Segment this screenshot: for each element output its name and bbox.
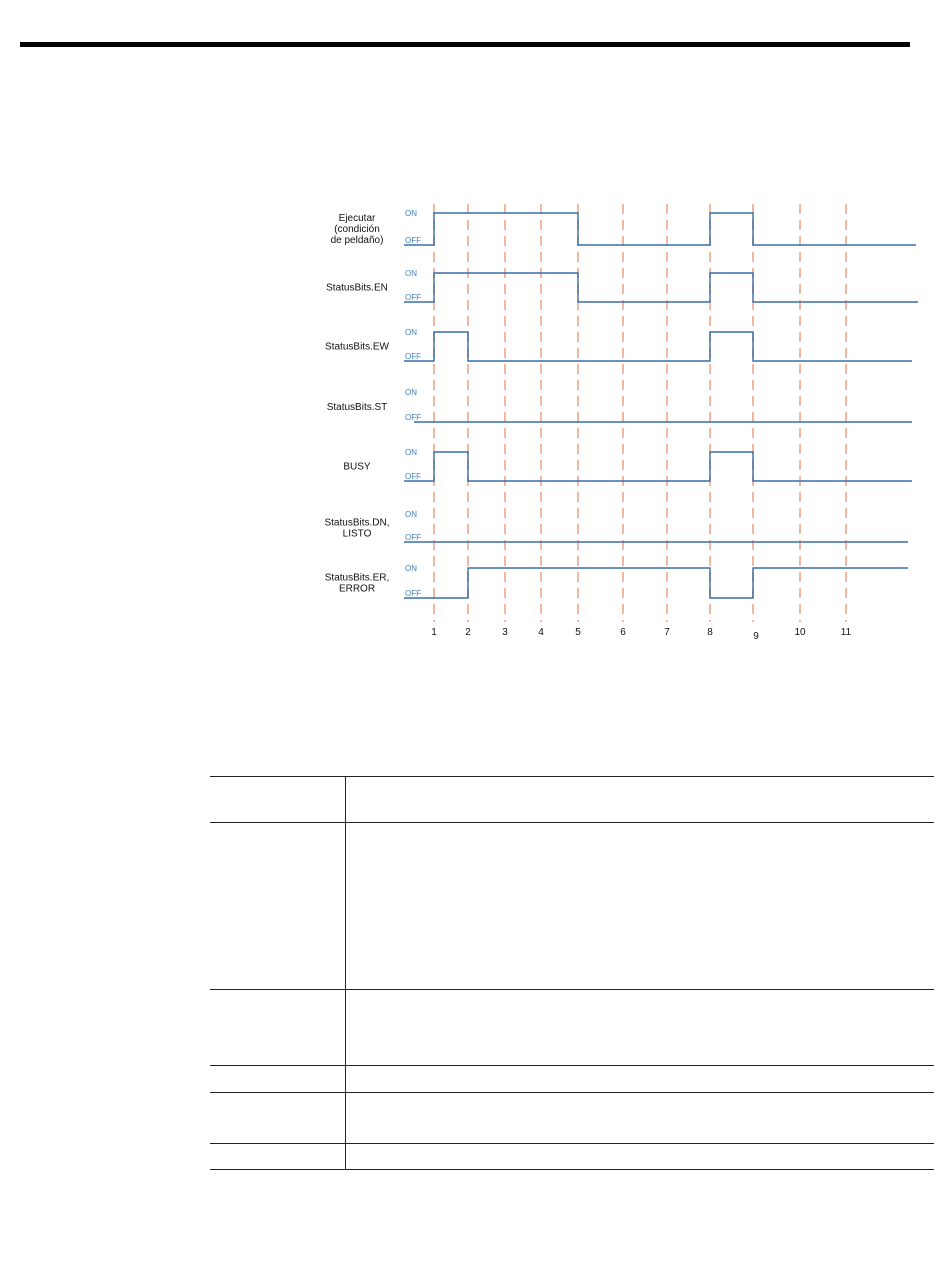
table-row [210,1093,934,1144]
off-state-label: OFF [405,413,421,422]
table-cell-description [346,1144,935,1170]
signal-waveform [404,213,916,245]
event-marker-label: 10 [794,627,806,638]
table-cell-term [210,823,346,990]
signal-waveform [404,568,908,598]
off-state-label: OFF [405,472,421,481]
event-marker-label: 5 [575,627,581,638]
table-row [210,823,934,990]
on-state-label: ON [405,510,417,519]
signal-label: Ejecutar (condición de peldaño) [330,213,384,246]
event-marker-label: 7 [664,627,670,638]
event-marker-label: 2 [465,627,471,638]
on-state-label: ON [405,388,417,397]
event-marker-label: 1 [431,627,437,638]
event-marker-label: 4 [538,627,544,638]
signal-waveform [404,332,912,361]
table-cell-term [210,990,346,1066]
table-row [210,1066,934,1093]
signal-waveform [404,452,912,481]
table-cell-description [346,823,935,990]
description-table [210,776,934,1170]
table-cell-description [346,1093,935,1144]
table-cell-description [346,777,935,823]
event-marker-label: 9 [753,631,759,642]
table-cell-description [346,1066,935,1093]
event-marker-label: 8 [707,627,713,638]
signal-label: StatusBits.ST [326,402,388,413]
off-state-label: OFF [405,533,421,542]
table-cell-term [210,1093,346,1144]
on-state-label: ON [405,269,417,278]
signal-waveform [404,273,918,302]
off-state-label: OFF [405,293,421,302]
event-marker-label: 11 [840,627,852,638]
signal-label: StatusBits.DN, LISTO [324,517,390,540]
table-row [210,777,934,823]
signal-label: StatusBits.EW [325,341,389,353]
off-state-label: OFF [405,236,421,245]
event-marker-label: 3 [502,627,508,638]
off-state-label: OFF [405,352,421,361]
table-row [210,1144,934,1170]
signal-label: StatusBits.EN [326,282,388,294]
table-cell-term [210,1066,346,1093]
table-row [210,990,934,1066]
on-state-label: ON [405,209,417,218]
table-cell-description [346,990,935,1066]
on-state-label: ON [405,448,417,457]
table-cell-term [210,777,346,823]
off-state-label: OFF [405,589,421,598]
on-state-label: ON [405,328,417,337]
signal-label: StatusBits.ER, ERROR [324,572,390,595]
signal-label: BUSY [343,461,371,473]
table-cell-term [210,1144,346,1170]
on-state-label: ON [405,564,417,573]
event-marker-label: 6 [620,627,626,638]
